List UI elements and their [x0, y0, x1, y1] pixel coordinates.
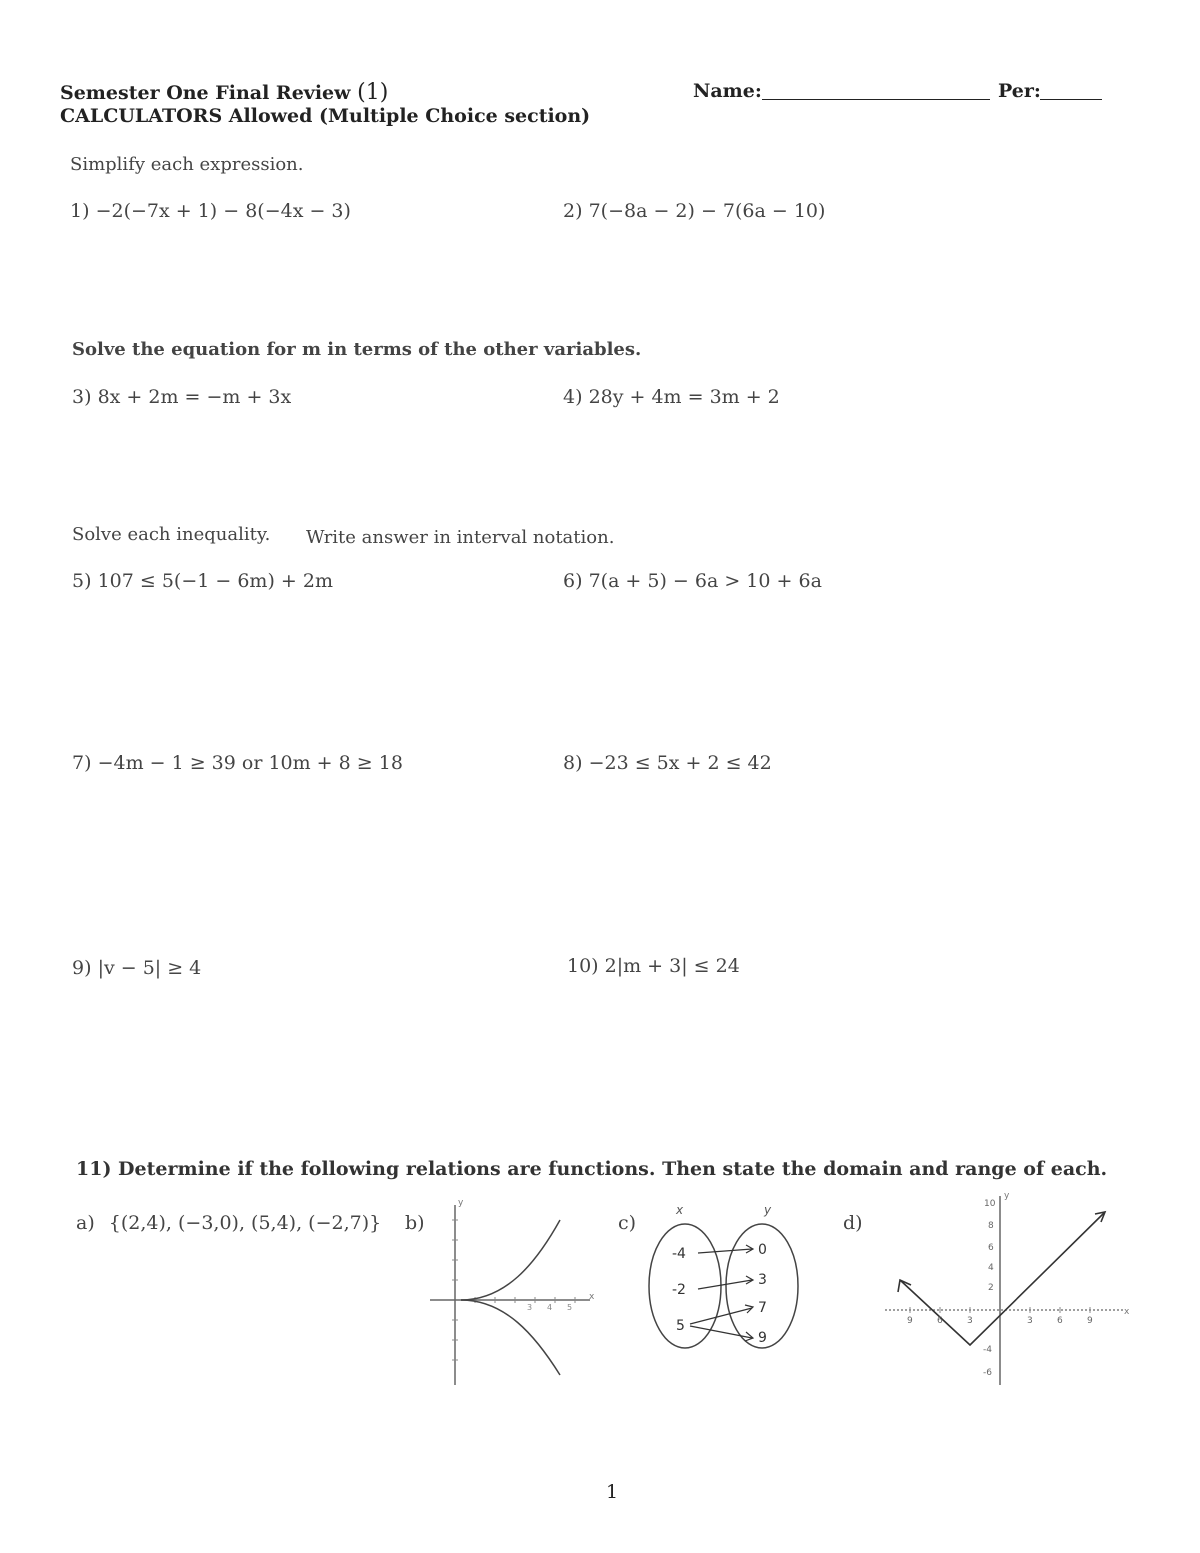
mapping-arrow: [698, 1280, 752, 1289]
part-label: a): [76, 1212, 95, 1234]
per-field-line[interactable]: [1040, 99, 1102, 100]
problem-5: [72, 570, 333, 592]
range-value: 7: [758, 1300, 767, 1316]
range-value: 3: [758, 1272, 767, 1288]
problem-10: [567, 955, 740, 977]
domain-value: -4: [672, 1246, 686, 1262]
problem-number: 5): [72, 570, 92, 592]
worksheet-subtitle: CALCULATORS Allowed (Multiple Choice section): [60, 105, 591, 127]
problem-number: 7): [72, 752, 92, 774]
name-label: Name:: [693, 80, 762, 102]
title-text: Semester One Final Review: [60, 82, 351, 104]
problem-number: 3): [72, 386, 92, 408]
problem-expression: 28y + 4m = 3m + 2: [588, 386, 780, 408]
range-value: 9: [758, 1330, 767, 1346]
problem-number: 1): [70, 200, 90, 222]
x-tick-label: 4: [547, 1303, 553, 1312]
problem-number: 6): [563, 570, 583, 592]
mapping-y-label: y: [764, 1203, 772, 1217]
page-number: 1: [606, 1481, 619, 1503]
problem-1: [70, 200, 351, 222]
part-b-label: b): [405, 1212, 425, 1234]
question-11-prompt: 11) Determine if the following relations are functions. Then state the domain and range of each.: [76, 1158, 1108, 1180]
y-tick-label: 8: [988, 1221, 994, 1231]
x-tick-label: 6: [937, 1316, 943, 1326]
mapping-diagram: [640, 1198, 820, 1368]
graph-b-sideways-parabola: [425, 1195, 605, 1395]
problem-number: 2): [563, 200, 583, 222]
problem-2: [563, 200, 825, 222]
domain-value: 5: [676, 1318, 685, 1334]
y-tick-label: 6: [988, 1243, 994, 1253]
name-field-line[interactable]: [762, 99, 990, 100]
problem-expression: 107 ≤ 5(−1 − 6m) + 2m: [97, 570, 333, 592]
section-instruction-inequality: Solve each inequality.: [72, 524, 271, 545]
v-shaped-graph: [900, 1212, 1105, 1345]
problem-9: [72, 957, 201, 979]
x-tick-label: 9: [907, 1316, 913, 1326]
x-axis-label: x: [589, 1292, 595, 1302]
part-a: [76, 1212, 381, 1234]
part-d-label: d): [843, 1212, 863, 1234]
per-label: Per:: [998, 80, 1041, 102]
y-tick-label: -4: [983, 1345, 992, 1355]
problem-expression: 8x + 2m = −m + 3x: [97, 386, 292, 408]
problem-expression: −23 ≤ 5x + 2 ≤ 42: [588, 752, 772, 774]
x-tick-label: 3: [527, 1303, 533, 1312]
x-tick-label: 6: [1057, 1316, 1063, 1326]
version-mark: (1): [357, 80, 389, 105]
problem-expression: |v − 5| ≥ 4: [97, 957, 202, 979]
upper-branch: [461, 1220, 560, 1300]
mapping-arrow: [690, 1326, 752, 1338]
problem-number: 8): [563, 752, 583, 774]
problem-number: 10): [567, 955, 599, 977]
problem-expression: −4m − 1 ≥ 39 or 10m + 8 ≥ 18: [97, 752, 403, 774]
left-arrowhead: [898, 1280, 911, 1292]
problem-4: [563, 386, 780, 408]
problem-number: 9): [72, 957, 92, 979]
problem-number: 4): [563, 386, 583, 408]
problem-8: [563, 752, 772, 774]
range-value: 0: [758, 1242, 767, 1258]
y-tick-label: -6: [983, 1368, 992, 1378]
x-tick-label: 3: [1027, 1316, 1033, 1326]
mapping-arrow: [698, 1249, 752, 1253]
section-instruction-interval: Write answer in interval notation.: [306, 527, 615, 548]
problem-7: [72, 752, 403, 774]
y-tick-label: 4: [988, 1263, 994, 1273]
problem-6: [563, 570, 822, 592]
section-instruction-solve-for-m: Solve the equation for m in terms of the other variables.: [72, 339, 642, 360]
mapping-arrow: [690, 1308, 752, 1324]
x-tick-label: 9: [1087, 1316, 1093, 1326]
x-tick-label: 3: [967, 1316, 973, 1326]
y-tick-label: 2: [988, 1283, 994, 1293]
part-c-label: c): [618, 1212, 637, 1234]
lower-branch: [461, 1300, 560, 1375]
relation-set: {(2,4), (−3,0), (5,4), (−2,7)}: [108, 1212, 382, 1234]
x-tick-label: 5: [567, 1303, 573, 1312]
y-axis-label: y: [458, 1198, 464, 1208]
y-tick-label: 10: [984, 1199, 996, 1209]
problem-3: [72, 386, 291, 408]
problem-expression: 2|m + 3| ≤ 24: [604, 955, 740, 977]
worksheet-title: [60, 80, 388, 105]
domain-value: -2: [672, 1282, 686, 1298]
x-axis-label: x: [1124, 1307, 1130, 1317]
graph-d-absolute-value: [880, 1190, 1135, 1390]
section-instruction-simplify: Simplify each expression.: [70, 154, 304, 175]
problem-expression: 7(−8a − 2) − 7(6a − 10): [588, 200, 826, 222]
y-axis-label: y: [1004, 1191, 1010, 1201]
mapping-x-label: x: [676, 1203, 684, 1217]
problem-expression: −2(−7x + 1) − 8(−4x − 3): [95, 200, 351, 222]
problem-expression: 7(a + 5) − 6a > 10 + 6a: [588, 570, 822, 592]
